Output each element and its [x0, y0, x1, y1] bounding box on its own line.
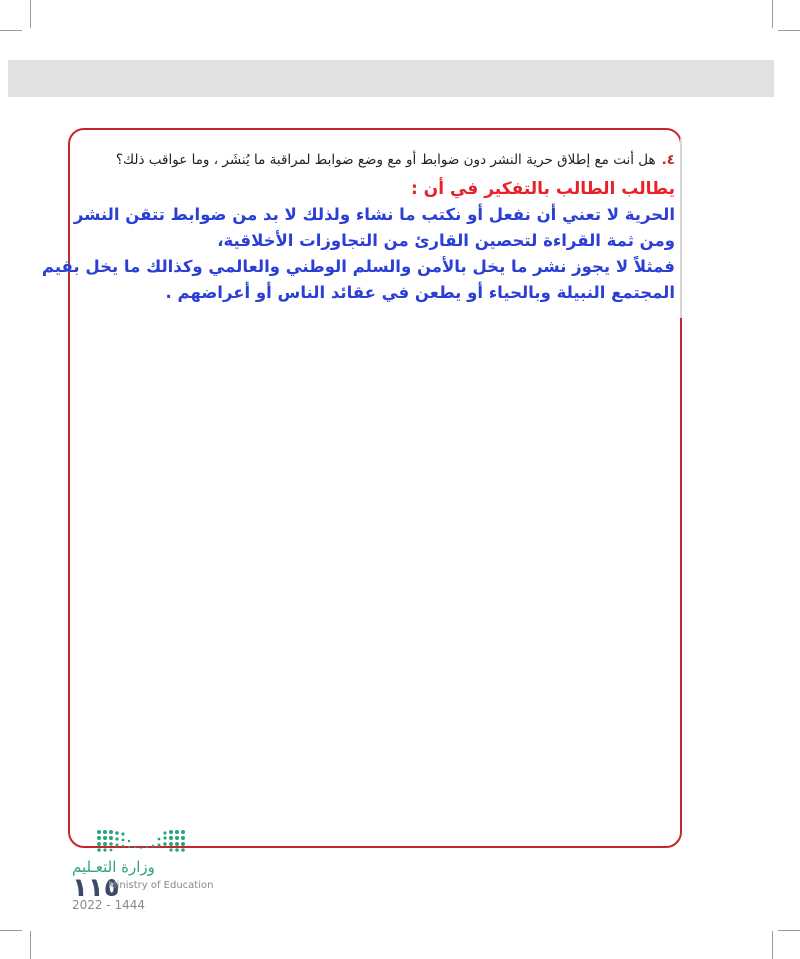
question	[85, 150, 675, 170]
edition-year: 2022 - 1444	[72, 898, 146, 912]
answer-line: ومن ثمة القراءة لتحصين القارئ من التجاوزات الأخلاقية،	[217, 231, 675, 250]
crop-mark	[778, 30, 800, 31]
crop-mark	[778, 930, 800, 931]
answer-line: المجتمع النبيلة وبالحياء أو يطعن في عقائد الناس أو أعراضهم .	[165, 283, 675, 302]
answer-line: الحرية لا تعني أن نفعل أو نكتب ما نشاء ولذلك لا بد من ضوابط تتقن النشر	[73, 205, 675, 224]
ministry-logo-icon	[95, 826, 191, 854]
page-content	[41, 150, 675, 306]
ministry-name-arabic: وزارة التعـليم	[72, 858, 155, 876]
crop-mark	[772, 0, 773, 28]
crop-mark	[0, 30, 22, 31]
question-number: ٤.	[661, 152, 675, 168]
crop-mark	[30, 931, 31, 959]
crop-mark	[772, 931, 773, 959]
ministry-name-english: Ministry of Education	[108, 880, 214, 891]
frame-divider	[680, 138, 682, 318]
answer-heading: يطالب الطالب بالتفكير في أن :	[410, 179, 675, 199]
answer-line: فمثلاً لا يجوز نشر ما يخل بالأمن والسلم الوطني والعالمي وكذالك ما يخل بقيم	[41, 257, 675, 276]
crop-mark	[30, 0, 31, 28]
page-number: ١١٥	[72, 873, 120, 903]
question-text: هل أنت مع إطلاق حرية النشر دون ضوابط أو مع وضع ضوابط لمراقبة ما يُنشَر ، وما عواقب ذلك؟	[115, 152, 656, 168]
crop-mark	[0, 930, 22, 931]
header-band	[8, 60, 774, 97]
